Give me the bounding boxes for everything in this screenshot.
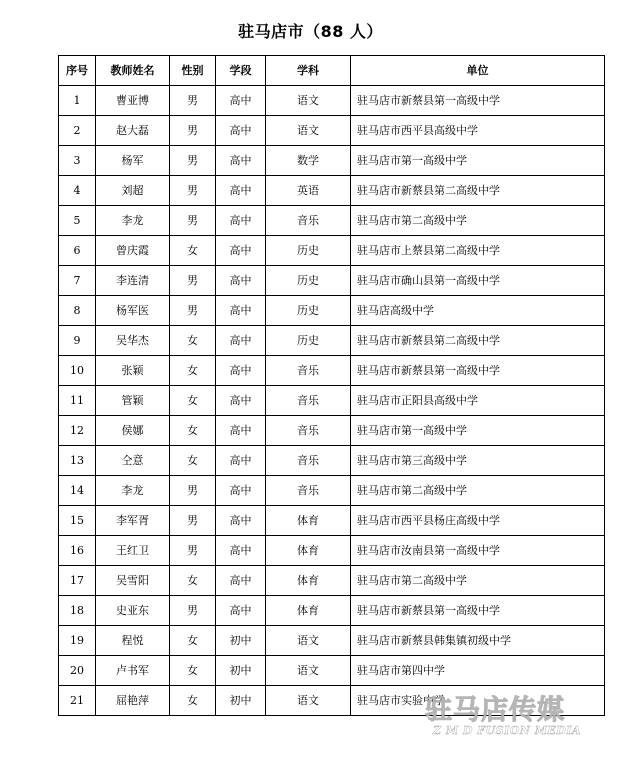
cell-school-stage: 高中 (216, 176, 266, 206)
cell-teacher-name: 李龙 (96, 206, 170, 236)
cell-gender: 男 (170, 596, 216, 626)
cell-subject: 英语 (266, 176, 351, 206)
cell-gender: 男 (170, 86, 216, 116)
cell-unit: 驻马店市上蔡县第二高级中学 (351, 236, 605, 266)
cell-unit: 驻马店市新蔡县第二高级中学 (351, 176, 605, 206)
table-row (59, 596, 605, 626)
cell-teacher-name: 张颖 (96, 356, 170, 386)
cell-teacher-name: 史亚东 (96, 596, 170, 626)
cell-index: 12 (59, 416, 96, 446)
table-row (59, 506, 605, 536)
cell-gender: 男 (170, 176, 216, 206)
cell-subject: 音乐 (266, 476, 351, 506)
cell-unit: 驻马店市确山县第一高级中学 (351, 266, 605, 296)
table-row (59, 116, 605, 146)
cell-gender: 女 (170, 326, 216, 356)
cell-teacher-name: 李连清 (96, 266, 170, 296)
cell-gender: 男 (170, 296, 216, 326)
cell-school-stage: 高中 (216, 536, 266, 566)
cell-index: 19 (59, 626, 96, 656)
cell-unit: 驻马店市新蔡县第一高级中学 (351, 596, 605, 626)
cell-unit: 驻马店市第二高级中学 (351, 476, 605, 506)
cell-gender: 男 (170, 146, 216, 176)
cell-teacher-name: 刘超 (96, 176, 170, 206)
cell-subject: 音乐 (266, 356, 351, 386)
cell-index: 15 (59, 506, 96, 536)
cell-unit: 驻马店市第四中学 (351, 656, 605, 686)
table-row (59, 566, 605, 596)
cell-teacher-name: 杨军医 (96, 296, 170, 326)
cell-subject: 体育 (266, 566, 351, 596)
table-row (59, 266, 605, 296)
cell-gender: 女 (170, 686, 216, 716)
cell-index: 16 (59, 536, 96, 566)
cell-gender: 女 (170, 386, 216, 416)
cell-index: 7 (59, 266, 96, 296)
cell-index: 3 (59, 146, 96, 176)
cell-school-stage: 高中 (216, 446, 266, 476)
cell-teacher-name: 杨军 (96, 146, 170, 176)
cell-subject: 体育 (266, 536, 351, 566)
cell-school-stage: 高中 (216, 146, 266, 176)
cell-index: 5 (59, 206, 96, 236)
cell-subject: 数学 (266, 146, 351, 176)
cell-subject: 音乐 (266, 206, 351, 236)
cell-gender: 男 (170, 536, 216, 566)
cell-index: 1 (59, 86, 96, 116)
cell-teacher-name: 屈艳萍 (96, 686, 170, 716)
cell-school-stage: 高中 (216, 326, 266, 356)
cell-gender: 女 (170, 446, 216, 476)
cell-teacher-name: 程悦 (96, 626, 170, 656)
table-row (59, 296, 605, 326)
cell-gender: 男 (170, 266, 216, 296)
cell-subject: 历史 (266, 236, 351, 266)
table-row (59, 626, 605, 656)
table-header-row (59, 56, 605, 86)
cell-index: 4 (59, 176, 96, 206)
cell-unit: 驻马店高级中学 (351, 296, 605, 326)
cell-unit: 驻马店市汝南县第一高级中学 (351, 536, 605, 566)
cell-unit: 驻马店市第二高级中学 (351, 566, 605, 596)
cell-index: 13 (59, 446, 96, 476)
table-row (59, 356, 605, 386)
cell-gender: 女 (170, 626, 216, 656)
cell-index: 21 (59, 686, 96, 716)
cell-subject: 体育 (266, 506, 351, 536)
cell-teacher-name: 曾庆霞 (96, 236, 170, 266)
header-gender: 性别 (170, 56, 216, 86)
cell-school-stage: 高中 (216, 86, 266, 116)
cell-index: 9 (59, 326, 96, 356)
cell-school-stage: 初中 (216, 686, 266, 716)
cell-teacher-name: 卢书军 (96, 656, 170, 686)
cell-gender: 男 (170, 506, 216, 536)
cell-school-stage: 高中 (216, 596, 266, 626)
cell-unit: 驻马店市新蔡县第一高级中学 (351, 86, 605, 116)
cell-gender: 女 (170, 656, 216, 686)
cell-unit: 驻马店市第一高级中学 (351, 146, 605, 176)
cell-unit: 驻马店市实验中学 (351, 686, 605, 716)
cell-subject: 语文 (266, 686, 351, 716)
cell-teacher-name: 管颖 (96, 386, 170, 416)
table-row (59, 656, 605, 686)
cell-school-stage: 高中 (216, 356, 266, 386)
cell-unit: 驻马店市第二高级中学 (351, 206, 605, 236)
cell-teacher-name: 王红卫 (96, 536, 170, 566)
cell-school-stage: 高中 (216, 506, 266, 536)
cell-unit: 驻马店市正阳县高级中学 (351, 386, 605, 416)
table-row (59, 236, 605, 266)
watermark-logo-text: 驻马店传媒 (425, 695, 565, 726)
cell-gender: 男 (170, 476, 216, 506)
cell-teacher-name: 仝意 (96, 446, 170, 476)
cell-teacher-name: 赵大磊 (96, 116, 170, 146)
cell-index: 10 (59, 356, 96, 386)
cell-index: 11 (59, 386, 96, 416)
cell-gender: 女 (170, 566, 216, 596)
table-body (59, 86, 605, 716)
cell-teacher-name: 李军胥 (96, 506, 170, 536)
page-title: 驻马店市（88 人） (238, 22, 383, 41)
cell-school-stage: 高中 (216, 266, 266, 296)
cell-subject: 语文 (266, 626, 351, 656)
cell-gender: 男 (170, 116, 216, 146)
table-row (59, 176, 605, 206)
cell-gender: 男 (170, 206, 216, 236)
cell-gender: 女 (170, 236, 216, 266)
cell-index: 17 (59, 566, 96, 596)
table-row (59, 446, 605, 476)
header-subject: 学科 (266, 56, 351, 86)
cell-gender: 女 (170, 416, 216, 446)
cell-subject: 体育 (266, 596, 351, 626)
cell-school-stage: 高中 (216, 116, 266, 146)
table-row (59, 686, 605, 716)
header-school-stage: 学段 (216, 56, 266, 86)
cell-index: 6 (59, 236, 96, 266)
cell-school-stage: 高中 (216, 386, 266, 416)
cell-subject: 音乐 (266, 446, 351, 476)
cell-school-stage: 高中 (216, 476, 266, 506)
cell-school-stage: 初中 (216, 656, 266, 686)
cell-unit: 驻马店市西平县杨庄高级中学 (351, 506, 605, 536)
cell-index: 8 (59, 296, 96, 326)
header-unit: 单位 (351, 56, 605, 86)
cell-subject: 语文 (266, 656, 351, 686)
table-row (59, 476, 605, 506)
teacher-table (58, 55, 605, 716)
header-teacher-name: 教师姓名 (96, 56, 170, 86)
cell-gender: 女 (170, 356, 216, 386)
cell-subject: 音乐 (266, 386, 351, 416)
cell-teacher-name: 李龙 (96, 476, 170, 506)
cell-subject: 历史 (266, 266, 351, 296)
table-row (59, 86, 605, 116)
cell-school-stage: 高中 (216, 566, 266, 596)
cell-subject: 语文 (266, 116, 351, 146)
cell-unit: 驻马店市第一高级中学 (351, 416, 605, 446)
cell-unit: 驻马店市新蔡县第一高级中学 (351, 356, 605, 386)
cell-subject: 历史 (266, 326, 351, 356)
cell-school-stage: 高中 (216, 296, 266, 326)
table-row (59, 536, 605, 566)
cell-subject: 语文 (266, 86, 351, 116)
cell-teacher-name: 侯娜 (96, 416, 170, 446)
cell-unit: 驻马店市新蔡县韩集镇初级中学 (351, 626, 605, 656)
table-row (59, 146, 605, 176)
cell-school-stage: 高中 (216, 206, 266, 236)
cell-teacher-name: 吴雪阳 (96, 566, 170, 596)
table-row (59, 206, 605, 236)
cell-subject: 历史 (266, 296, 351, 326)
cell-index: 18 (59, 596, 96, 626)
table-row (59, 386, 605, 416)
cell-unit: 驻马店市新蔡县第二高级中学 (351, 326, 605, 356)
cell-subject: 音乐 (266, 416, 351, 446)
cell-index: 20 (59, 656, 96, 686)
cell-school-stage: 高中 (216, 236, 266, 266)
cell-index: 14 (59, 476, 96, 506)
cell-unit: 驻马店市西平县高级中学 (351, 116, 605, 146)
header-index: 序号 (59, 56, 96, 86)
table-row (59, 326, 605, 356)
table-row (59, 416, 605, 446)
cell-unit: 驻马店市第三高级中学 (351, 446, 605, 476)
cell-teacher-name: 吴华杰 (96, 326, 170, 356)
cell-teacher-name: 曹亚博 (96, 86, 170, 116)
watermark-subtitle: Z M D FUSION MEDIA (433, 724, 581, 737)
cell-school-stage: 初中 (216, 626, 266, 656)
cell-school-stage: 高中 (216, 416, 266, 446)
cell-index: 2 (59, 116, 96, 146)
